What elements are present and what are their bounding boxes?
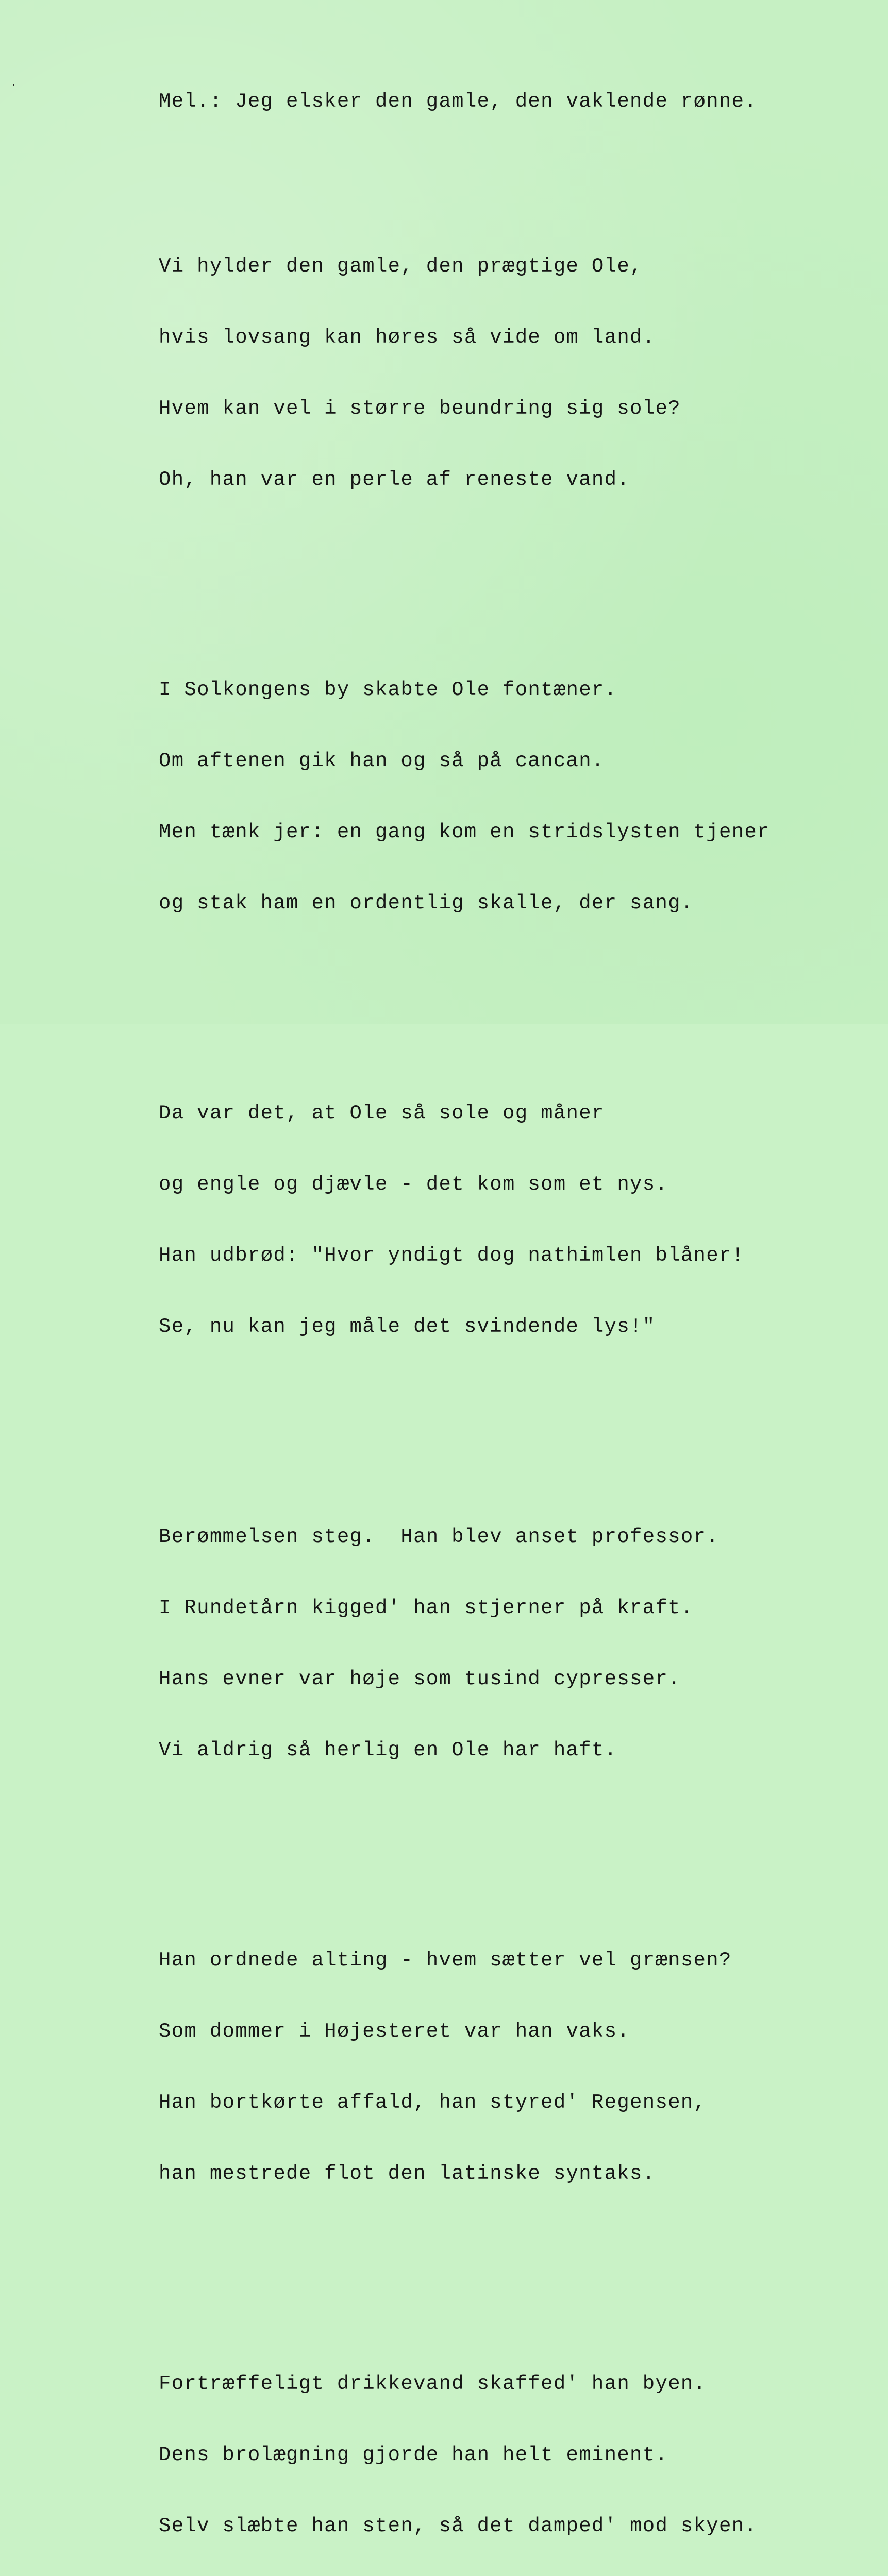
verse-line: Se, nu kan jeg måle det svindende lys!" xyxy=(159,1315,656,1338)
verse-line: Men tænk jer: en gang kom en stridslysten tjener xyxy=(159,821,770,843)
verse-line: Vi hylder den gamle, den prægtige Ole, xyxy=(159,255,643,278)
verse-line: Selv slæbte han sten, så det damped' mod skyen. xyxy=(159,2515,758,2537)
verse-line: Dens brolægning gjorde han helt eminent. xyxy=(159,2444,668,2466)
verse-line: Vi aldrig så herlig en Ole har haft. xyxy=(159,1739,617,1761)
verse-line: Han ordnede alting - hvem sætter vel grænsen? xyxy=(159,1949,732,1972)
verse-line: Hans evner var høje som tusind cypresser. xyxy=(159,1668,681,1690)
ink-speck xyxy=(13,84,14,86)
verse-line: Om aftenen gik han og så på cancan. xyxy=(159,750,605,772)
stanza-4 xyxy=(159,1479,770,1808)
stanza-2 xyxy=(159,632,770,961)
verse-line: han mestrede flot den latinske syntaks. xyxy=(159,2162,656,2185)
verse-line: Oh, han var en perle af reneste vand. xyxy=(159,468,630,491)
verse-line: Hvem kan vel i større beundring sig sole? xyxy=(159,397,681,420)
verse-line: Han udbrød: "Hvor yndigt dog nathimlen blåner! xyxy=(159,1244,745,1267)
verse-line: Berømmelsen steg. Han blev anset professor. xyxy=(159,1526,719,1548)
verse-line: Han bortkørte affald, han styred' Regensen, xyxy=(159,2091,707,2114)
stanza-6 xyxy=(159,2326,770,2576)
verse-line: Som dommer i Højesteret var han vaks. xyxy=(159,2020,630,2043)
verse-line: I Rundetårn kigged' han stjerner på kraft. xyxy=(159,1597,694,1619)
melody-line: Mel.: Jeg elsker den gamle, den vaklende rønne. xyxy=(159,90,758,113)
verse-line: hvis lovsang kan høres så vide om land. xyxy=(159,326,656,349)
stanza-3 xyxy=(159,1055,770,1385)
verse-line: Da var det, at Ole så sole og måner xyxy=(159,1102,605,1125)
song-text xyxy=(159,43,770,2576)
verse-line: og stak ham en ordentlig skalle, der sang. xyxy=(159,892,694,914)
verse-line: Fortræffeligt drikkevand skaffed' han byen. xyxy=(159,2372,707,2395)
verse-line: og engle og djævle - det kom som et nys. xyxy=(159,1173,668,1196)
stanza-1 xyxy=(159,208,770,538)
stanza-5 xyxy=(159,1902,770,2232)
verse-line: I Solkongens by skabte Ole fontæner. xyxy=(159,679,617,701)
